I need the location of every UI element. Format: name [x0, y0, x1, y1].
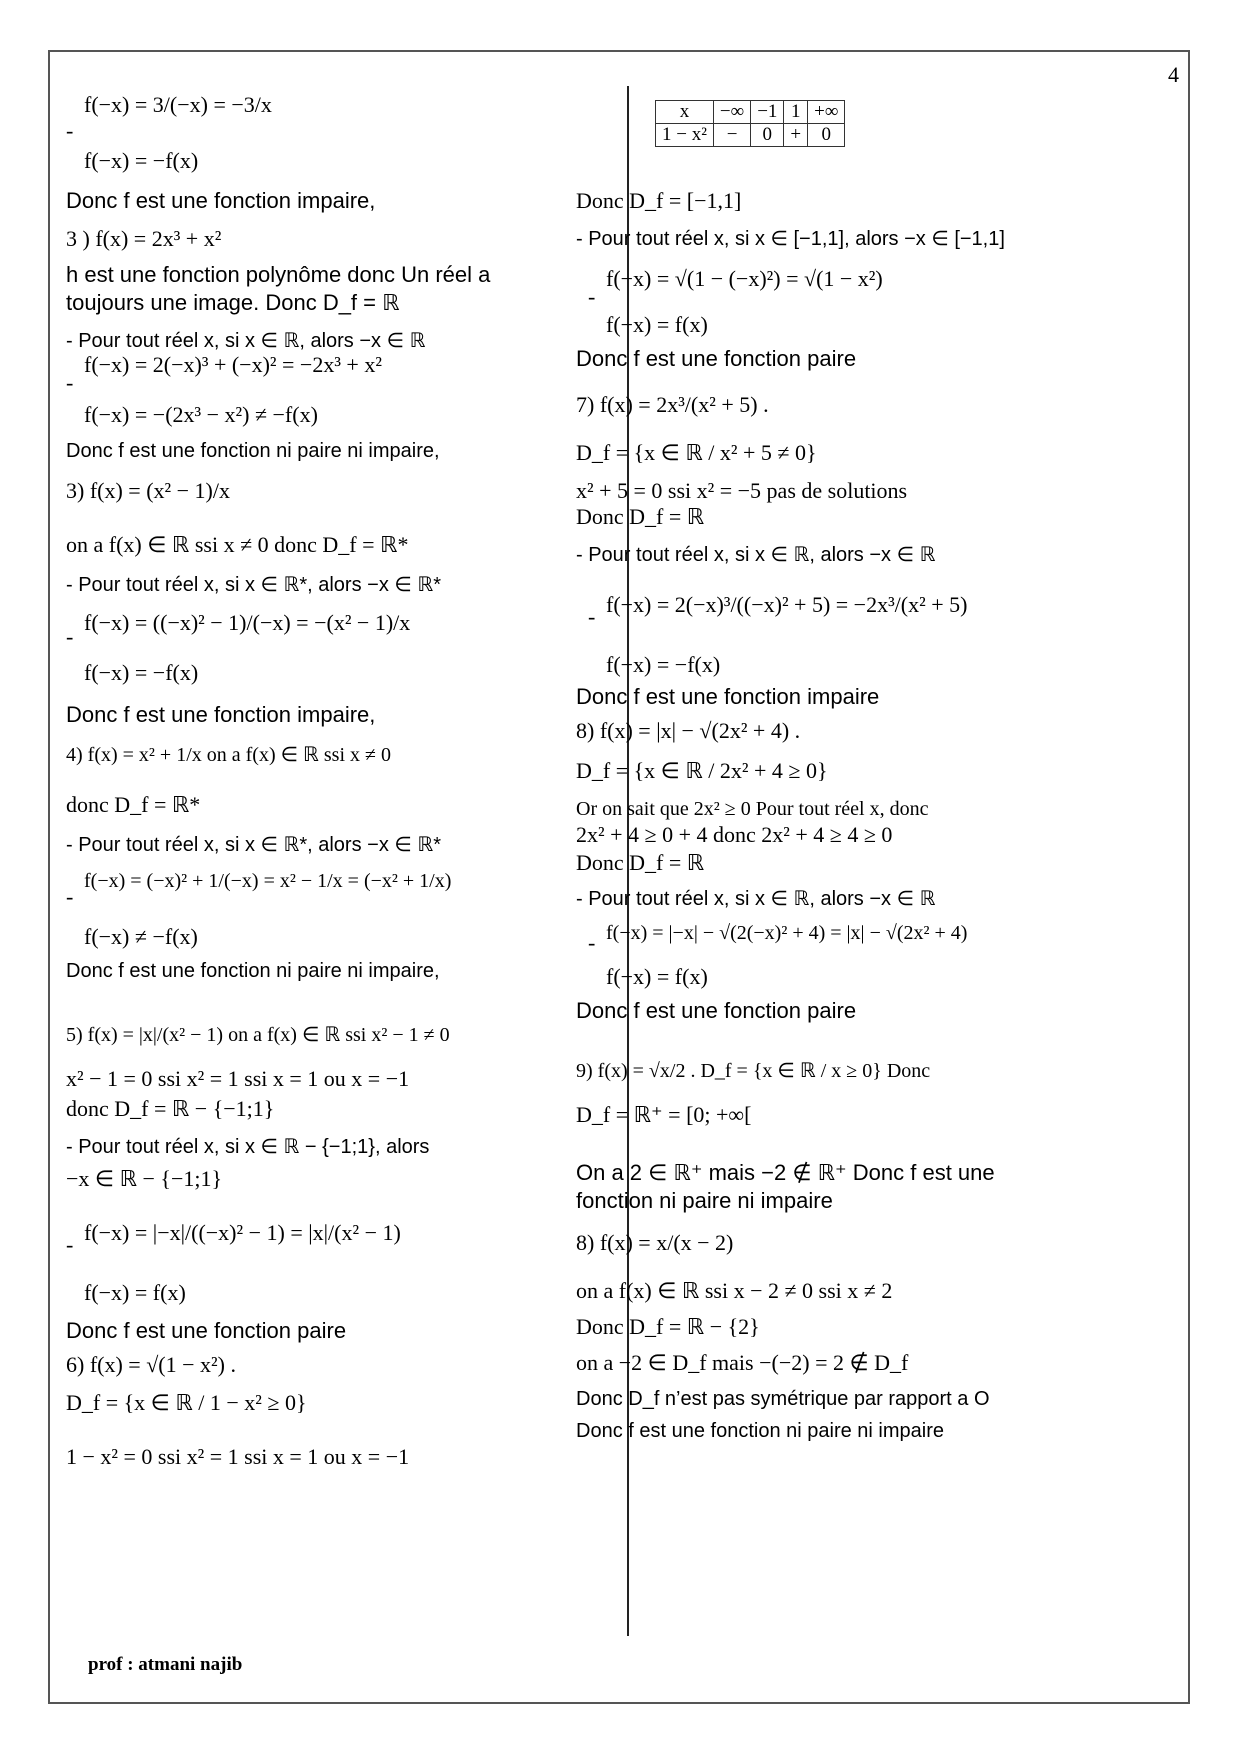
left-line: -	[66, 624, 74, 649]
left-line: h est une fonction polynôme donc Un réel a	[66, 262, 491, 287]
right-line: 9) f(x) = √x/2 . D_f = {x ∈ ℝ / x ≥ 0} Donc	[576, 1060, 931, 1082]
right-line: Donc D_f = [−1,1]	[576, 188, 742, 213]
right-line: on a −2 ∈ D_f mais −(−2) = 2 ∉ D_f	[576, 1350, 909, 1375]
left-line: f(−x) = ((−x)² − 1)/(−x) = −(x² − 1)/x	[84, 610, 411, 635]
right-line: f(−x) = 2(−x)³/((−x)² + 5) = −2x³/(x² + 5)	[606, 592, 968, 617]
sign-table-cell: 0	[808, 124, 845, 147]
right-line: f(−x) = √(1 − (−x)²) = √(1 − x²)	[606, 266, 883, 291]
sign-table-cell: +	[784, 124, 808, 147]
right-line: D_f = ℝ⁺ = [0; +∞[	[576, 1102, 752, 1127]
right-line: 8) f(x) = |x| − √(2x² + 4) .	[576, 718, 801, 743]
sign-table	[655, 100, 845, 147]
right-line: Donc D_f = ℝ − {2}	[576, 1314, 760, 1339]
left-line: f(−x) = −f(x)	[84, 148, 199, 173]
left-line: -	[66, 118, 74, 143]
right-line: fonction ni paire ni impaire	[576, 1188, 833, 1213]
right-line: 2x² + 4 ≥ 0 + 4 donc 2x² + 4 ≥ 4 ≥ 0	[576, 822, 893, 847]
left-line: - Pour tout réel x, si x ∈ ℝ*, alors −x ∈ ℝ*	[66, 834, 441, 856]
right-line: -	[588, 930, 596, 955]
left-line: f(−x) = −f(x)	[84, 660, 199, 685]
right-line: f(−x) = |−x| − √(2(−x)² + 4) = |x| − √(2x² + 4)	[606, 922, 968, 944]
left-line: -	[66, 884, 74, 909]
left-line: on a f(x) ∈ ℝ ssi x ≠ 0 donc D_f = ℝ*	[66, 532, 409, 557]
right-line: -	[588, 284, 596, 309]
left-line: −x ∈ ℝ − {−1;1}	[66, 1166, 223, 1191]
right-line: - Pour tout réel x, si x ∈ ℝ, alors −x ∈ ℝ	[576, 888, 936, 910]
right-line: - Pour tout réel x, si x ∈ ℝ, alors −x ∈ ℝ	[576, 544, 936, 566]
right-line: Donc f est une fonction paire	[576, 346, 857, 371]
sign-table-cell: −1	[751, 101, 784, 124]
left-line: Donc f est une fonction ni paire ni impaire,	[66, 960, 440, 982]
left-line: x² − 1 = 0 ssi x² = 1 ssi x = 1 ou x = −1	[66, 1066, 410, 1091]
left-line: 4) f(x) = x² + 1/x on a f(x) ∈ ℝ ssi x ≠ 0	[66, 744, 391, 766]
left-line: f(−x) = |−x|/((−x)² − 1) = |x|/(x² − 1)	[84, 1220, 401, 1245]
left-line: 6) f(x) = √(1 − x²) .	[66, 1352, 236, 1377]
right-line: 8) f(x) = x/(x − 2)	[576, 1230, 734, 1255]
left-line: f(−x) = f(x)	[84, 1280, 186, 1305]
sign-table-cell: 0	[751, 124, 784, 147]
right-line: x² + 5 = 0 ssi x² = −5 pas de solutions	[576, 478, 908, 503]
sign-table-cell: 1	[784, 101, 808, 124]
left-line: f(−x) ≠ −f(x)	[84, 924, 198, 949]
author-footer: prof : atmani najib	[88, 1654, 243, 1675]
right-line: Donc D_f n’est pas symétrique par rapport a O	[576, 1388, 990, 1410]
sign-table-cell: 1 − x²	[656, 124, 714, 147]
left-line: D_f = {x ∈ ℝ / 1 − x² ≥ 0}	[66, 1390, 307, 1415]
left-line: f(−x) = 2(−x)³ + (−x)² = −2x³ + x²	[84, 352, 382, 377]
left-line: toujours une image. Donc D_f = ℝ	[66, 290, 400, 315]
sign-table-cell: +∞	[808, 101, 845, 124]
right-line: Donc f est une fonction impaire	[576, 684, 880, 709]
right-line: Donc D_f = ℝ	[576, 504, 705, 529]
right-line: - Pour tout réel x, si x ∈ [−1,1], alors −x ∈ [−1,1]	[576, 228, 1005, 250]
left-line: donc D_f = ℝ − {−1;1}	[66, 1096, 275, 1121]
right-line: Donc f est une fonction ni paire ni impaire	[576, 1420, 944, 1442]
left-line: 3 ) f(x) = 2x³ + x²	[66, 226, 222, 251]
right-line: Donc D_f = ℝ	[576, 850, 705, 875]
right-line: Donc f est une fonction paire	[576, 998, 857, 1023]
left-line: -	[66, 370, 74, 395]
left-line: Donc f est une fonction paire	[66, 1318, 347, 1343]
left-line: - Pour tout réel x, si x ∈ ℝ*, alors −x ∈ ℝ*	[66, 574, 441, 596]
left-line: donc D_f = ℝ*	[66, 792, 201, 817]
sign-table-header-row	[656, 101, 845, 124]
left-line: 5) f(x) = |x|/(x² − 1) on a f(x) ∈ ℝ ssi x² − 1 ≠ 0	[66, 1024, 450, 1046]
left-line: f(−x) = 3/(−x) = −3/x	[84, 92, 272, 117]
right-line: f(−x) = −f(x)	[606, 652, 721, 677]
left-line: - Pour tout réel x, si x ∈ ℝ − {−1;1}, alors	[66, 1136, 430, 1158]
left-line: Donc f est une fonction ni paire ni impaire,	[66, 440, 440, 462]
right-line: On a 2 ∈ ℝ⁺ mais −2 ∉ ℝ⁺ Donc f est une	[576, 1160, 995, 1185]
right-line: f(−x) = f(x)	[606, 964, 708, 989]
right-line: D_f = {x ∈ ℝ / x² + 5 ≠ 0}	[576, 440, 817, 465]
left-line: f(−x) = −(2x³ − x²) ≠ −f(x)	[84, 402, 318, 427]
right-line: f(−x) = f(x)	[606, 312, 708, 337]
right-line: D_f = {x ∈ ℝ / 2x² + 4 ≥ 0}	[576, 758, 828, 783]
right-line: on a f(x) ∈ ℝ ssi x − 2 ≠ 0 ssi x ≠ 2	[576, 1278, 893, 1303]
sign-table-cell: −	[713, 124, 750, 147]
right-line: -	[588, 604, 596, 629]
sign-table-cell: −∞	[713, 101, 750, 124]
left-line: 1 − x² = 0 ssi x² = 1 ssi x = 1 ou x = −1	[66, 1444, 410, 1469]
left-line: Donc f est une fonction impaire,	[66, 702, 376, 727]
left-line: -	[66, 1232, 74, 1257]
right-line: Or on sait que 2x² ≥ 0 Pour tout réel x, donc	[576, 798, 929, 820]
left-line: f(−x) = (−x)² + 1/(−x) = x² − 1/x = (−x² + 1/x)	[84, 870, 452, 892]
sign-table-cell: x	[656, 101, 714, 124]
left-line: - Pour tout réel x, si x ∈ ℝ, alors −x ∈ ℝ	[66, 330, 426, 352]
page-number: 4	[1168, 62, 1179, 87]
right-line: 7) f(x) = 2x³/(x² + 5) .	[576, 392, 769, 417]
sign-table-value-row	[656, 124, 845, 147]
left-line: 3) f(x) = (x² − 1)/x	[66, 478, 230, 503]
left-line: Donc f est une fonction impaire,	[66, 188, 376, 213]
